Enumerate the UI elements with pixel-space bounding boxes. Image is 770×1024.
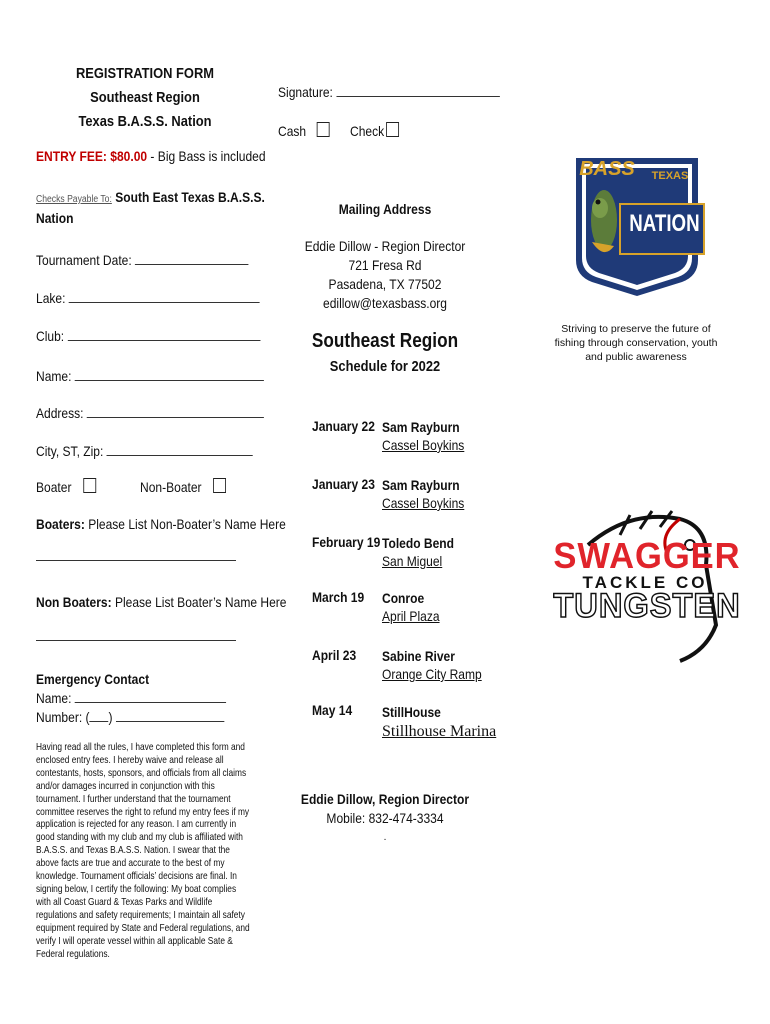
lake-field[interactable] xyxy=(36,290,260,306)
sponsor-tackle-text: TACKLE CO xyxy=(582,573,708,592)
emergency-title: Emergency Contact xyxy=(36,671,150,687)
checks-payable-label: Checks Payable To: xyxy=(36,194,112,205)
schedule-row-1 xyxy=(382,418,464,454)
schedule-lake-5: Sabine River xyxy=(382,648,455,664)
non-boater-label: Non-Boater xyxy=(140,479,202,495)
signature-field[interactable] xyxy=(278,84,500,100)
bass-nation-logo xyxy=(562,148,712,298)
nation-title: Texas B.A.S.S. Nation xyxy=(78,113,212,130)
schedule-title: Southeast Region xyxy=(311,330,459,352)
check-option[interactable] xyxy=(350,122,399,139)
schedule-date-6: May 14 xyxy=(312,702,353,718)
address-label: Address: xyxy=(36,405,84,421)
director-dot: . xyxy=(383,832,387,843)
boaters-note xyxy=(36,516,286,532)
swagger-tackle-logo xyxy=(530,505,766,665)
schedule-date-1: January 22 xyxy=(312,418,375,434)
sponsor-tungsten-text: TUNGSTEN xyxy=(553,587,741,625)
schedule-ramp-6: Stillhouse Marina xyxy=(382,723,497,740)
club-field[interactable] xyxy=(36,328,260,344)
name-field[interactable] xyxy=(36,368,264,384)
region-title: Southeast Region xyxy=(90,89,200,106)
non-boater-name-line[interactable] xyxy=(36,560,236,561)
logo-bass-text: BASS xyxy=(579,158,635,180)
entry-fee-amount: ENTRY FEE: $80.00 xyxy=(36,148,148,164)
schedule-ramp-3: San Miguel xyxy=(382,553,443,569)
logo-texas-text: TEXAS xyxy=(651,170,689,182)
mailing-line-2: 721 Fresa Rd xyxy=(348,257,422,273)
emergency-number-label: Number: ( xyxy=(36,709,90,725)
schedule-date-4: March 19 xyxy=(312,589,365,605)
emergency-number-mid: ) xyxy=(108,709,113,725)
boaters-note-text: Please List Non-Boater’s Name Here xyxy=(84,516,286,532)
club-line[interactable] xyxy=(67,328,260,341)
name-line[interactable] xyxy=(75,368,264,381)
lake-line[interactable] xyxy=(69,290,260,303)
schedule-lake-3: Toledo Bend xyxy=(382,535,455,551)
mailing-line-3: Pasadena, TX 77502 xyxy=(328,276,442,292)
form-title: REGISTRATION FORM xyxy=(75,65,215,82)
cash-option[interactable] xyxy=(278,122,329,139)
mailing-line-1: Eddie Dillow - Region Director xyxy=(304,238,466,254)
boater-option[interactable] xyxy=(36,478,96,495)
boater-checkbox[interactable] xyxy=(83,478,96,493)
address-line[interactable] xyxy=(87,405,264,418)
emergency-number-line[interactable] xyxy=(116,709,224,722)
tournament-date-line[interactable] xyxy=(135,252,249,265)
cash-checkbox[interactable] xyxy=(316,122,329,137)
emergency-name-label: Name: xyxy=(36,690,72,706)
director-mobile: Mobile: 832-474-3334 xyxy=(326,810,444,826)
name-label: Name: xyxy=(36,368,72,384)
check-label: Check xyxy=(350,123,385,139)
schedule-lake-2: Sam Rayburn xyxy=(382,477,460,493)
form-title-block xyxy=(60,62,230,134)
nonboaters-note-bold: Non Boaters: xyxy=(36,594,112,610)
schedule-row-2 xyxy=(382,476,464,512)
boater-name-line[interactable] xyxy=(36,640,236,641)
schedule-row-6 xyxy=(382,702,496,742)
address-field[interactable] xyxy=(36,405,264,421)
emergency-area-code-line[interactable] xyxy=(90,709,109,722)
mailing-title: Mailing Address xyxy=(338,201,432,217)
schedule-date-3: February 19 xyxy=(312,534,381,550)
emergency-name-line[interactable] xyxy=(75,690,226,703)
tournament-date-label: Tournament Date: xyxy=(36,252,132,268)
check-checkbox[interactable] xyxy=(386,122,399,137)
checks-payable xyxy=(36,188,265,228)
schedule-date-5: April 23 xyxy=(312,647,357,663)
schedule-lake-1: Sam Rayburn xyxy=(382,419,460,435)
schedule-ramp-5: Orange City Ramp xyxy=(382,666,482,682)
signature-line[interactable] xyxy=(336,84,499,97)
entry-fee-note: - Big Bass is included xyxy=(147,148,266,164)
schedule-row-3 xyxy=(382,534,454,570)
entry-fee xyxy=(36,148,266,164)
schedule-row-5 xyxy=(382,647,482,683)
cash-label: Cash xyxy=(278,123,307,139)
city-st-zip-label: City, ST, Zip: xyxy=(36,443,104,459)
nonboaters-note-text: Please List Boater’s Name Here xyxy=(111,594,287,610)
mailing-address xyxy=(290,200,480,313)
schedule-ramp-2: Cassel Boykins xyxy=(382,495,465,511)
schedule-ramp-1: Cassel Boykins xyxy=(382,437,465,453)
non-boater-option[interactable] xyxy=(140,478,226,495)
logo-tagline: Striving to preserve the future of fishing through conservation, youth and public awareness xyxy=(554,323,718,363)
club-label: Club: xyxy=(36,328,65,344)
checks-payable-value: South East Texas B.A.S.S. xyxy=(115,189,265,205)
boater-label: Boater xyxy=(36,479,72,495)
mailing-email[interactable]: edillow@texasbass.org xyxy=(322,295,447,311)
sponsor-swagger-text: SWAGGER xyxy=(553,535,741,576)
schedule-subtitle: Schedule for 2022 xyxy=(329,358,441,375)
checks-payable-value-2: Nation xyxy=(36,210,74,226)
schedule-lake-6: StillHouse xyxy=(382,704,441,720)
schedule-ramp-4: April Plaza xyxy=(382,608,440,624)
nonboaters-note xyxy=(36,594,286,610)
director-name: Eddie Dillow, Region Director xyxy=(300,791,470,807)
schedule-date-2: January 23 xyxy=(312,476,375,492)
non-boater-checkbox[interactable] xyxy=(214,478,227,493)
director-block xyxy=(280,790,490,847)
tournament-date-field[interactable] xyxy=(36,252,249,268)
emergency-contact xyxy=(36,670,226,727)
lake-label: Lake: xyxy=(36,290,66,306)
boaters-note-bold: Boaters: xyxy=(36,516,85,532)
disclaimer-text: Having read all the rules, I have completed this form and enclosed entry fees. I hereby waive and release all contestants, hosts, sponsors, and officials from all claims and/or damages incurred in conjunction with this tournament. I further understand that the tournament committee reserves the right to refund my entry fees if my application is rejected for any reason. I am currently in good standing with my club and my club is affiliated with B.A.S.S. and Texas B.A.S.S. Nation. I swear that the above facts are true and accurate to the best of my knowledge. Tournament officials’ decisions are final. In signing below, I certify the following: My boat complies with all Coast Guard & Texas Parks and Wildlife regulations and safety requirements; I maintain all safety equipment required by State and Federal regulations, and verify I will operate vessel within all applicable Sate & Federal regulations. xyxy=(36,742,250,960)
logo-nation-text: NATION xyxy=(629,210,700,237)
signature-label: Signature: xyxy=(278,84,333,100)
schedule-lake-4: Conroe xyxy=(382,590,425,606)
city-st-zip-field[interactable] xyxy=(36,443,253,459)
city-st-zip-line[interactable] xyxy=(107,443,253,456)
schedule-row-4 xyxy=(382,589,440,625)
